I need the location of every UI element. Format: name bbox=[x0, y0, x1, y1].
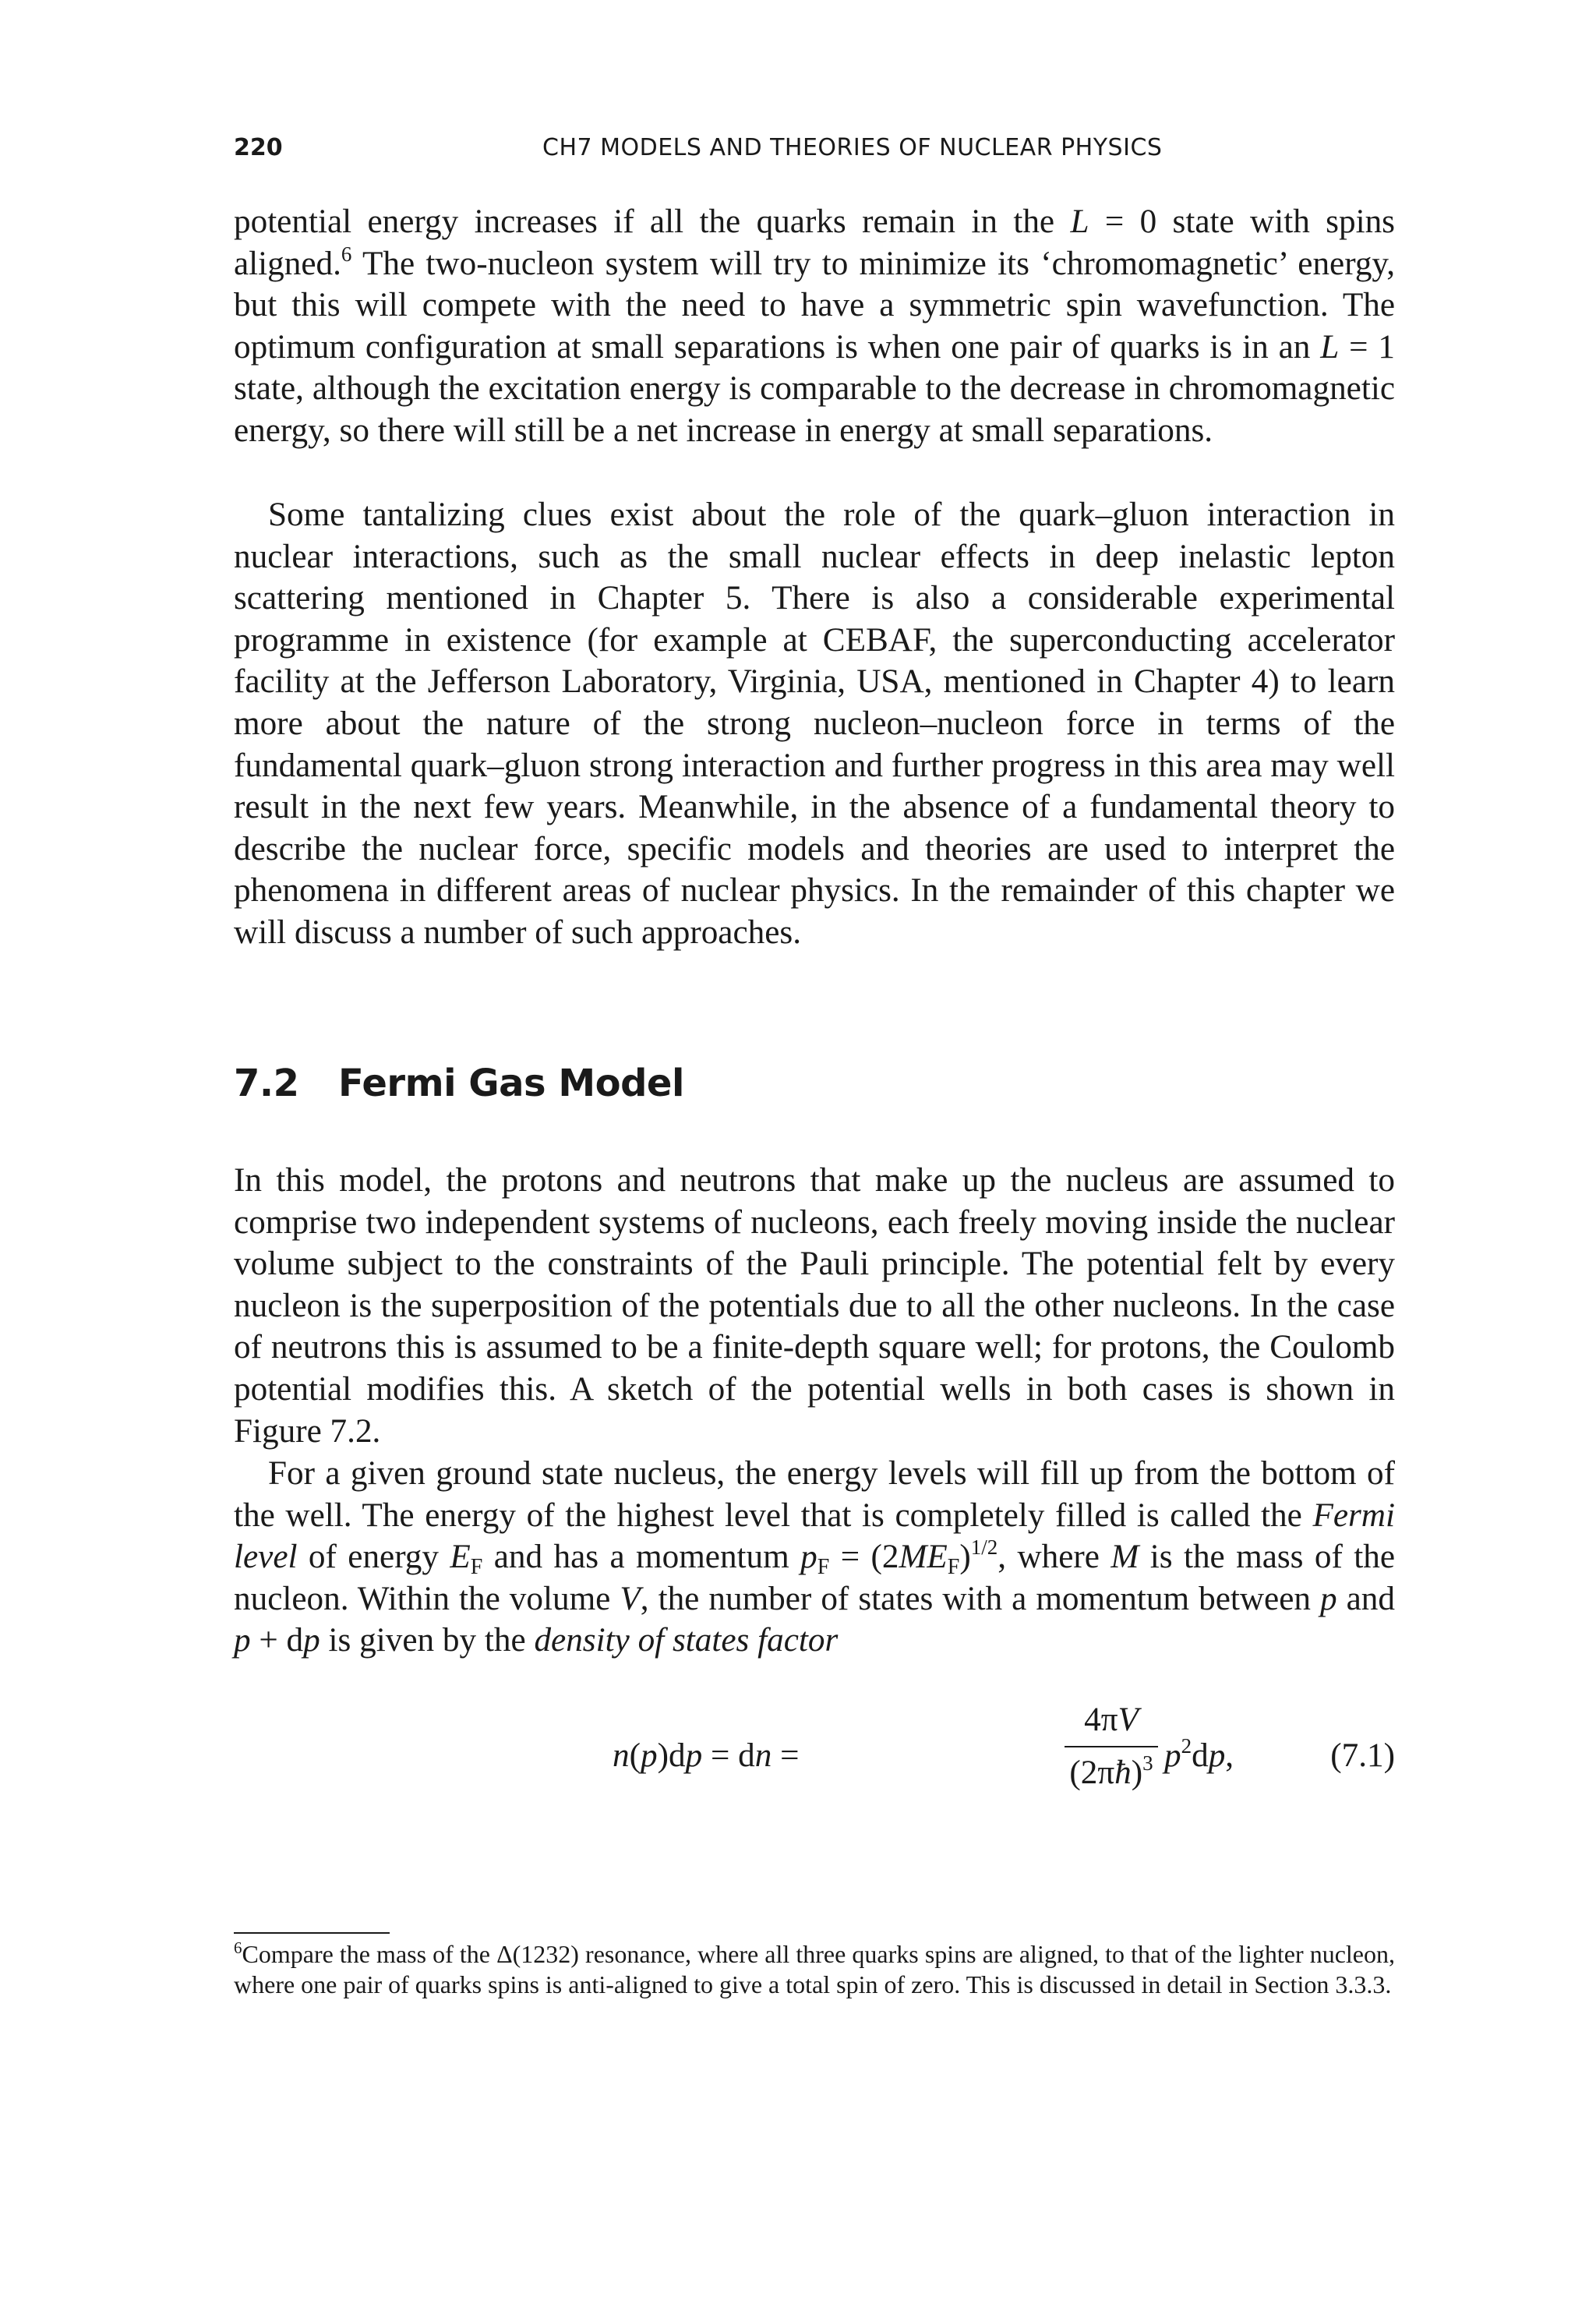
section-heading bbox=[234, 1062, 684, 1105]
section-number: 7.2 bbox=[234, 1062, 299, 1105]
equation-fraction bbox=[1065, 1699, 1158, 1794]
fraction-bar bbox=[1065, 1746, 1158, 1747]
fraction-denominator: (2πħ)$^3$ bbox=[1069, 1751, 1153, 1791]
equation-lhs: n(p)dp = dn = bbox=[613, 1737, 800, 1774]
equation-number: (7.1) bbox=[1330, 1737, 1395, 1774]
fraction-numerator: 4πV bbox=[1084, 1701, 1139, 1738]
paragraph-fermi-gas-intro: In this model, the protons and neutrons that make up the nucleus are assumed to comprise two independent systems of nucleons, each freely moving inside the nuclear volume subject to the constraints of the Pauli principle. The potential felt by every nucleon is the superposition of the potentials due to all the other nucleons. In the case of neutrons this is assumed to be a finite-depth square well; for protons, the Coulomb potential modifies this. A sketch of the potential wells in both cases is shown in Figure 7.2. bbox=[234, 1162, 1395, 1450]
footnote-marker[interactable]: 6 bbox=[341, 242, 352, 266]
paragraph-chromomagnetic: potential energy increases if all the quarks remain in the L = 0 state with spins aligned.$^6$ The two-nucleon system will try to minimize its ‘chromomagnetic’ energy, but this will compete with the need to have a symmetric spin wavefunction. The optimum configuration at small separations is when one pair of quarks is in an L = 1 state, although the excitation energy is comparable to the decrease in chromomagnetic energy, so there will still be a net increase in energy at small separations. bbox=[234, 203, 1395, 449]
footnote: $^6$Compare the mass of the Δ(1232) resonance, where all three quarks spins are aligned, to that of the lighter nucleon, where one pair of quarks spins is anti-aligned to give a total spin of zero. This is discussed in detail in Section 3.3.3. bbox=[234, 1938, 1395, 1998]
running-title: CH7 MODELS AND THEORIES OF NUCLEAR PHYSICS bbox=[542, 134, 1163, 161]
paragraph-quark-gluon-clues: Some tantalizing clues exist about the role of the quark–gluon interaction in nuclear interactions, such as the small nuclear effects in deep inelastic lepton scattering mentioned in Chapter 5. There is also a considerable experimental programme in existence (for example at CEBAF, the superconducting accelerator facility at the Jefferson Laboratory, Virginia, USA, mentioned in Chapter 4) to learn more about the nature of the strong nucleon–nucleon force in terms of the fundamental quark–gluon strong interaction and further progress in this area may well result in the next few years. Meanwhile, in the absence of a fundamental theory to describe the nuclear force, specific models and theories are used to interpret the phenomena in different areas of nuclear physics. In the remainder of this chapter we will discuss a number of such approaches. bbox=[234, 496, 1395, 951]
equation-rhs: $p^2dp$, bbox=[1164, 1734, 1234, 1774]
footnote-rule bbox=[234, 1932, 390, 1934]
section-title: Fermi Gas Model bbox=[338, 1062, 684, 1105]
footnote-mark: 6 bbox=[234, 1938, 242, 1957]
page-number: 220 bbox=[234, 134, 283, 161]
equation-density-of-states bbox=[234, 1699, 1395, 1832]
running-header bbox=[234, 134, 1395, 173]
paragraph-fermi-level: For a given ground state nucleus, the energy levels will fill up from the bottom of the well. The energy of the highest level that is completely filled is called the Fermi level of energy $E_F$ and has a momentum $p_F = (2ME_F)^{1/2}$, where M is the mass of the nucleon. Within the volume V, the number of states with a momentum between p and p + dp is given by the density of states factor bbox=[234, 1455, 1395, 1659]
